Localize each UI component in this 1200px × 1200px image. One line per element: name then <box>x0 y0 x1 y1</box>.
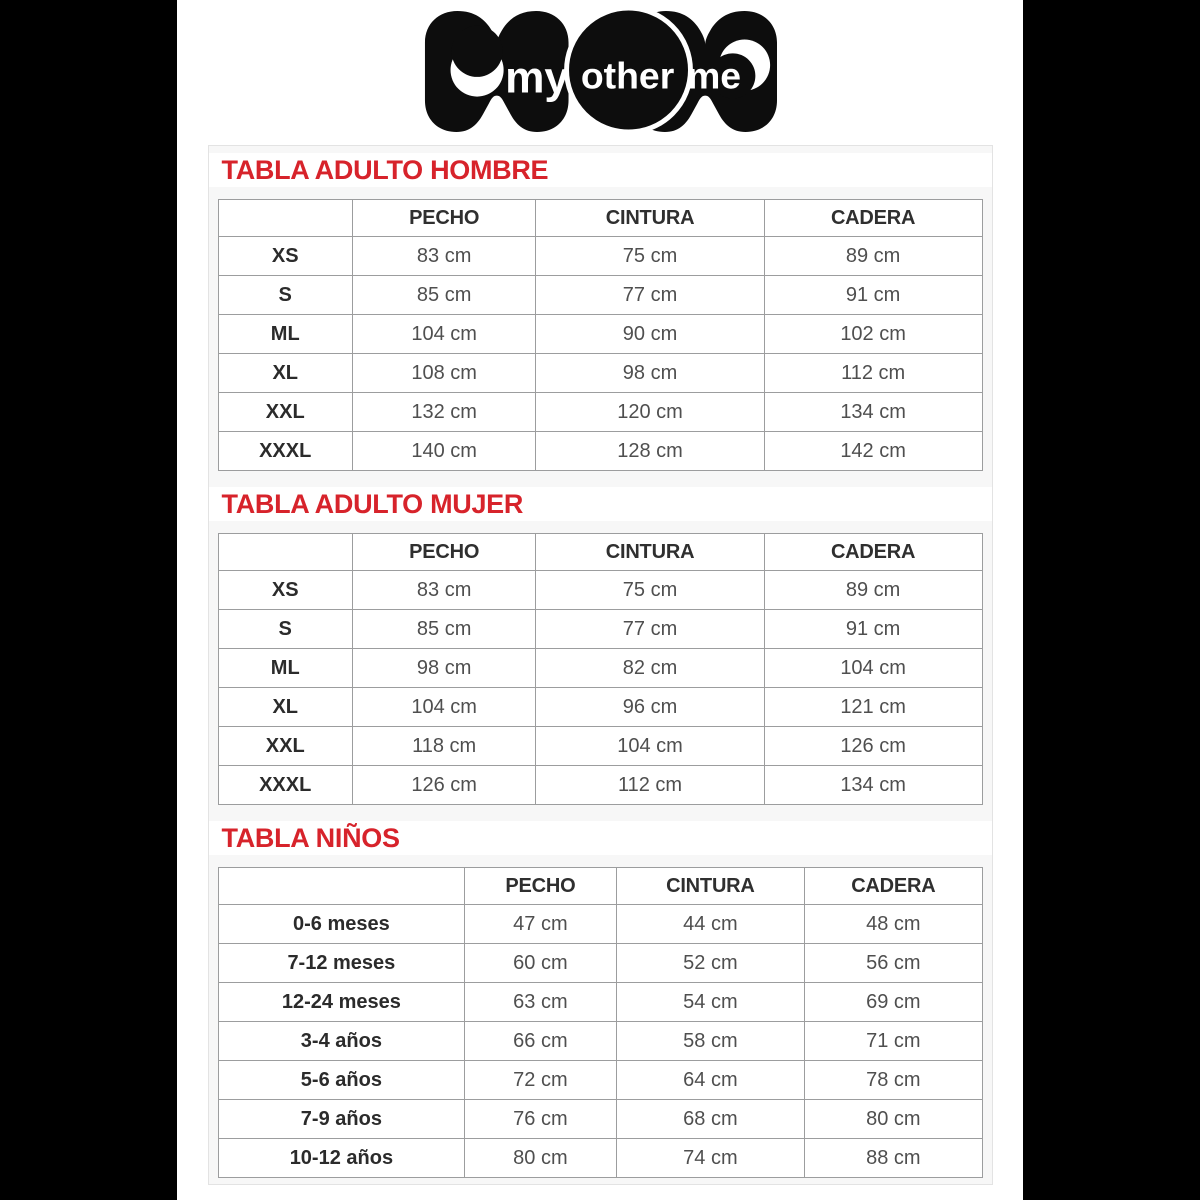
table-row <box>218 276 982 315</box>
measurement-cell: 91 cm <box>764 276 982 315</box>
table-row <box>218 1022 982 1061</box>
measurement-cell: 96 cm <box>536 688 764 727</box>
size-label-cell: XXL <box>218 393 352 432</box>
measurement-cell: 102 cm <box>764 315 982 354</box>
header-row <box>218 534 982 571</box>
table-row <box>218 354 982 393</box>
measurement-cell: 112 cm <box>764 354 982 393</box>
table-row <box>218 905 982 944</box>
column-header: CADERA <box>764 200 982 237</box>
section-title: TABLA ADULTO MUJER <box>209 487 992 521</box>
measurement-cell: 78 cm <box>805 1061 982 1100</box>
size-label-cell: XXXL <box>218 766 352 805</box>
measurement-cell: 69 cm <box>805 983 982 1022</box>
measurement-cell: 142 cm <box>764 432 982 471</box>
size-label-cell: XS <box>218 237 352 276</box>
measurement-cell: 71 cm <box>805 1022 982 1061</box>
size-label-cell: XL <box>218 688 352 727</box>
measurement-cell: 112 cm <box>536 766 764 805</box>
measurement-cell: 104 cm <box>764 649 982 688</box>
measurement-cell: 118 cm <box>352 727 535 766</box>
table-row <box>218 1061 982 1100</box>
size-label-cell: 12-24 meses <box>218 983 465 1022</box>
measurement-cell: 66 cm <box>465 1022 616 1061</box>
column-header: PECHO <box>465 868 616 905</box>
size-label-cell: XXXL <box>218 432 352 471</box>
measurement-cell: 68 cm <box>616 1100 805 1139</box>
content-area <box>177 0 1023 1200</box>
measurement-cell: 83 cm <box>352 571 535 610</box>
measurement-cell: 128 cm <box>536 432 764 471</box>
section-children <box>209 821 992 1178</box>
measurement-cell: 132 cm <box>352 393 535 432</box>
mom-logo-graphic <box>423 9 777 135</box>
size-label-cell: 7-12 meses <box>218 944 465 983</box>
size-label-cell: S <box>218 610 352 649</box>
measurement-cell: 89 cm <box>764 571 982 610</box>
measurement-cell: 63 cm <box>465 983 616 1022</box>
column-header: CADERA <box>805 868 982 905</box>
table-row <box>218 571 982 610</box>
logo-word-me: me <box>687 54 742 97</box>
brand-logo <box>423 9 777 135</box>
measurement-cell: 91 cm <box>764 610 982 649</box>
column-header: CINTURA <box>536 200 764 237</box>
table-row <box>218 393 982 432</box>
size-label-cell: XS <box>218 571 352 610</box>
measurement-cell: 75 cm <box>536 237 764 276</box>
measurement-cell: 85 cm <box>352 610 535 649</box>
table-row <box>218 649 982 688</box>
measurement-cell: 98 cm <box>352 649 535 688</box>
section-title: TABLA ADULTO HOMBRE <box>209 153 992 187</box>
measurement-cell: 108 cm <box>352 354 535 393</box>
column-header: CINTURA <box>616 868 805 905</box>
size-label-cell: 5-6 años <box>218 1061 465 1100</box>
table-row <box>218 610 982 649</box>
header-row <box>218 868 982 905</box>
measurement-cell: 126 cm <box>764 727 982 766</box>
measurement-cell: 83 cm <box>352 237 535 276</box>
measurement-cell: 104 cm <box>536 727 764 766</box>
size-label-cell: 3-4 años <box>218 1022 465 1061</box>
measurement-cell: 126 cm <box>352 766 535 805</box>
measurement-cell: 82 cm <box>536 649 764 688</box>
size-label-cell: XL <box>218 354 352 393</box>
section-adult-men <box>209 153 992 471</box>
measurement-cell: 77 cm <box>536 610 764 649</box>
logo-word-other: other <box>580 54 675 97</box>
measurement-cell: 54 cm <box>616 983 805 1022</box>
measurement-cell: 85 cm <box>352 276 535 315</box>
measurement-cell: 60 cm <box>465 944 616 983</box>
measurement-cell: 75 cm <box>536 571 764 610</box>
measurement-cell: 74 cm <box>616 1139 805 1178</box>
column-header: CADERA <box>764 534 982 571</box>
table-row <box>218 1100 982 1139</box>
measurement-cell: 44 cm <box>616 905 805 944</box>
measurement-cell: 80 cm <box>465 1139 616 1178</box>
logo-word-my: my <box>505 53 570 103</box>
measurement-cell: 140 cm <box>352 432 535 471</box>
table-row <box>218 944 982 983</box>
size-chart-panel <box>208 145 993 1185</box>
section-adult-women <box>209 487 992 805</box>
measurement-cell: 52 cm <box>616 944 805 983</box>
letterbox-left <box>0 0 177 1200</box>
column-header <box>218 200 352 237</box>
measurement-cell: 64 cm <box>616 1061 805 1100</box>
measurement-cell: 90 cm <box>536 315 764 354</box>
size-label-cell: ML <box>218 649 352 688</box>
measurement-cell: 77 cm <box>536 276 764 315</box>
size-label-cell: 10-12 años <box>218 1139 465 1178</box>
header-row <box>218 200 982 237</box>
table-row <box>218 1139 982 1178</box>
table-row <box>218 237 982 276</box>
measurement-cell: 48 cm <box>805 905 982 944</box>
table-row <box>218 766 982 805</box>
table-row <box>218 688 982 727</box>
measurement-cell: 98 cm <box>536 354 764 393</box>
measurement-cell: 88 cm <box>805 1139 982 1178</box>
table-row <box>218 727 982 766</box>
table-row <box>218 983 982 1022</box>
size-table-children <box>218 867 983 1178</box>
column-header: CINTURA <box>536 534 764 571</box>
measurement-cell: 58 cm <box>616 1022 805 1061</box>
measurement-cell: 104 cm <box>352 688 535 727</box>
measurement-cell: 47 cm <box>465 905 616 944</box>
left-eye-icon <box>451 26 504 97</box>
letterbox-right <box>1023 0 1200 1200</box>
size-label-cell: 7-9 años <box>218 1100 465 1139</box>
size-label-cell: ML <box>218 315 352 354</box>
measurement-cell: 72 cm <box>465 1061 616 1100</box>
column-header <box>218 868 465 905</box>
measurement-cell: 80 cm <box>805 1100 982 1139</box>
size-table-adult-women <box>218 533 983 805</box>
size-label-cell: XXL <box>218 727 352 766</box>
measurement-cell: 104 cm <box>352 315 535 354</box>
table-row <box>218 315 982 354</box>
column-header: PECHO <box>352 534 535 571</box>
measurement-cell: 89 cm <box>764 237 982 276</box>
size-label-cell: S <box>218 276 352 315</box>
section-title: TABLA NIÑOS <box>209 821 992 855</box>
measurement-cell: 76 cm <box>465 1100 616 1139</box>
size-label-cell: 0-6 meses <box>218 905 465 944</box>
measurement-cell: 134 cm <box>764 393 982 432</box>
table-row <box>218 432 982 471</box>
column-header <box>218 534 352 571</box>
column-header: PECHO <box>352 200 535 237</box>
size-table-adult-men <box>218 199 983 471</box>
measurement-cell: 56 cm <box>805 944 982 983</box>
measurement-cell: 134 cm <box>764 766 982 805</box>
measurement-cell: 120 cm <box>536 393 764 432</box>
measurement-cell: 121 cm <box>764 688 982 727</box>
